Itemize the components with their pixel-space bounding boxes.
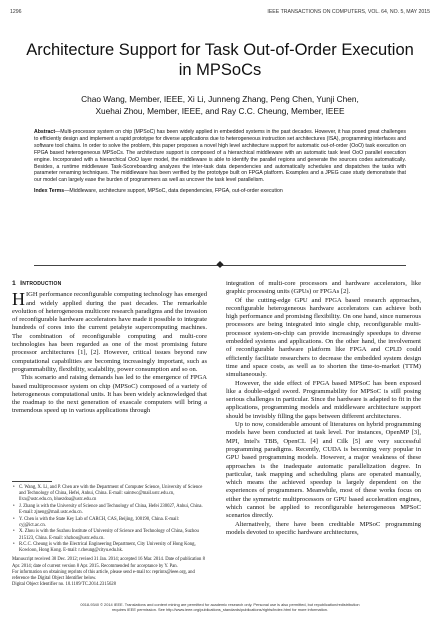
index-terms bbox=[34, 188, 406, 195]
section-title: Introduction bbox=[20, 280, 62, 287]
copyright-notice bbox=[12, 602, 428, 612]
abstract bbox=[34, 129, 406, 195]
intro-paragraph-2: This scenario and raising demands has led to the emergence of FPGA based multiprocessor system on chip (MPSoC) composed of a variety of heterogeneous computational units. It has been widely acknowledged that the roadmap to the next generation of exascale computers will bring a tremendous speed up in various applications through bbox=[12, 374, 207, 415]
right-paragraph-2: Of the cutting-edge GPU and FPGA based research approaches, reconfigurable heterogeneous hardware accelerators can achieve both high performance and promising flexibility. On one hand, since numerous processors are being integrated into single chip, reconfigurable multi-processor system-on-chip can provide increasingly speedups to diverse embedded systems and applications. On the other hand, the involvement of reconfigurable hardware platform like FPGA and CPLD could efficiently facilitate researchers to decrease the embedded system design time and space costs, as well as to shorten the time-to-market (TTM) simultaneously. bbox=[226, 296, 421, 379]
abstract-label: Abstract bbox=[34, 129, 56, 135]
footnotes bbox=[12, 481, 207, 588]
drop-cap: H bbox=[12, 289, 25, 310]
paper-title: Architecture Support for Task Out-of-Order Execution in MPSoCs bbox=[26, 41, 414, 79]
affiliation-item: • X. Zhou is with the Suzhou Institute of University of Science and Technology of China, Suzhou 215123, China. E-mail: xhzhou@ustc.edu.cn. bbox=[19, 529, 207, 541]
affiliation-item: • Y. Chen is with the State Key Lab of CARCH, CAS, Beijing, 100190, China. E-mail: cyj@ict.ac.cn. bbox=[19, 517, 207, 529]
copyright-line-2: requires IEEE permission. See http://www.ieee.org/publications_standards/publications/rights/index.html for more information. bbox=[111, 607, 329, 612]
section-number: 1 bbox=[12, 280, 16, 287]
affiliation-list bbox=[12, 485, 207, 554]
abstract-body bbox=[34, 129, 406, 184]
right-column bbox=[226, 280, 421, 537]
left-column bbox=[12, 280, 207, 416]
journal-info: IEEE TRANSACTIONS ON COMPUTERS, VOL. 64, NO. 5, MAY 2015 bbox=[267, 9, 430, 15]
right-paragraph-4: Up to now, considerable amount of literatures on hybrid programming models have been conducted at task level. For instances, OpenMP [3], MPI, Intel's TBB, OpenCL [4] and Cilk [5] are very successful programming paradigms. Recently, CUDA is becoming very popular in GPU based programming models. However, a major weakness of these approaches is the inadequate automatic parallelization degree. In particular, task mapping and scheduling plans are operated manually, which means the achieved speedup is largely dependent on the experiences of programmers. Meanwhile, most of these works focus on either the symmetric multiprocessors or GPU based acceleration engines, which cannot be applied to reconfigurable heterogeneous MPSoC scenarios directly. bbox=[226, 421, 421, 520]
author-list bbox=[20, 93, 420, 117]
index-terms-label: Index Terms bbox=[34, 188, 65, 195]
footnote-rule bbox=[12, 481, 52, 482]
right-paragraph-1: integration of multi-core processors and hardware accelerators, like graphic processing units (GPUs) or FPGAs [2]. bbox=[226, 280, 421, 296]
author-line-2: Xuehai Zhou, Member, IEEE, and Ray C.C. Cheung, Member, IEEE bbox=[95, 106, 345, 116]
right-paragraph-5: Alternatively, there have been creditable MPSoC programming models devoted to specific hardware architectures, bbox=[226, 520, 421, 536]
manuscript-notes bbox=[12, 557, 207, 588]
section-divider bbox=[34, 262, 406, 268]
index-terms-text: —Middleware, architecture support, MPSoC, data dependencies, FPGA, out-of-order execution bbox=[64, 188, 283, 195]
doi: Digital Object Identifier no. 10.1109/TC.2014.2315628 bbox=[12, 582, 116, 588]
page-number: 1296 bbox=[10, 9, 22, 15]
affiliation-item: • J. Zhang is with the University of Science and Technology of China, Hefei 230027, Anhui, China. E-mail: zjneng@mail.ustc.edu.cn. bbox=[19, 504, 207, 516]
running-header bbox=[10, 9, 430, 19]
abstract-text: —Multi-processor system on chip (MPSoC) has been widely applied in embedded systems in the past decades. However, it has posed great challenges to efficiently design and implement a rapid prototype for diverse applications due to heterogeneous instruction set architectures (ISA), programming interfaces and software tool chains. In order to solve the problem, this paper proposes a novel high level architecture support for automatic out-of-order (OoO) task execution on FPGA based heterogeneous MPSoCs. The architecture support is composed of a hierarchical middleware with an automatic task level OoO parallel execution engine. Incorporated with a hierarchical OoO layer model, the middleware is able to identify the parallel regions and generate the sources codes automatically. Besides, a runtime middleware Task-Scoreboarding analyzes the inter-task data dependencies and automatically schedules and dispatches the tasks with parameter renaming techniques. The middleware has been verified by the prototype built on FPGA platform. Examples and a JPEG case study demonstrate that our model can largely ease the burden of programmers as well as uncover the task level parallelism. bbox=[34, 129, 406, 184]
affiliation-item: • C. Wang, X. Li, and P. Chen are with the Department of Computer Science, University of Science and Technology of China, Hefei, Anhui, China. E-mail: saintwc@mail.ustc.edu.cn, llxx@ustc.edu.cn, bluezdoa@ustc.edu.cn bbox=[19, 485, 207, 504]
intro-paragraph-1-text: IGH performance reconfigurable computing technology has emerged and widely applied during the past decades. The remarkable evolution of heterogeneous multicore research paradigms and the invasion of reconfigurable hardware accelerators have made it possible to integrate hundreds of cores into the current petabyte supercomputing machines. The combination of reconfigurable computing and multi-core technologies has been regarded as one of the most promising future processor architectures [1], [2]. However, critical issues beyond raw computational capabilities are becoming increasingly important, such as programmability, flexibility, scalability, power consumption and so on. bbox=[12, 291, 207, 373]
right-paragraph-3: However, the side effect of FPGA based MPSoC has been exposed like a double-edged sword. Programmability for MPSoC is still posing serious challenges in particular. Since the hardware is adapted to fit in the applications, programming models and middleware architecture support should be invisibly filling the gaps between different architectures. bbox=[226, 379, 421, 420]
affiliation-item: • R.C.C. Cheung is with the Electrical Engineering Department, City University of Hong Kong, Kowloon, Hong Kong. E-mail: r.cheung@cityu.edu.hk. bbox=[19, 542, 207, 554]
section-heading bbox=[12, 280, 207, 288]
author-line-1: Chao Wang, Member, IEEE, Xi Li, Junneng Zhang, Peng Chen, Yunji Chen, bbox=[81, 94, 359, 104]
manuscript-received: Manuscript received 30 Dec. 2012; revised 31 Jan. 2014; accepted 16 Mar. 2014. Date of publication 8 Apr. 2014; date of current version 8 Apr. 2015. Recommended for acceptance by Y. Pan. bbox=[12, 557, 205, 569]
diamond-icon bbox=[216, 261, 223, 268]
intro-paragraph-1 bbox=[12, 291, 207, 374]
copyright-line-1: 0018-9340 © 2014 IEEE. Translations and content mining are permitted for academic research only. Personal use is also permitted, but republication/redistribution bbox=[80, 602, 360, 607]
reprints-note: For information on obtaining reprints of this article, please send e-mail to: reprints@ieee.org, and reference the Digital Object Identifier below. bbox=[12, 569, 195, 582]
